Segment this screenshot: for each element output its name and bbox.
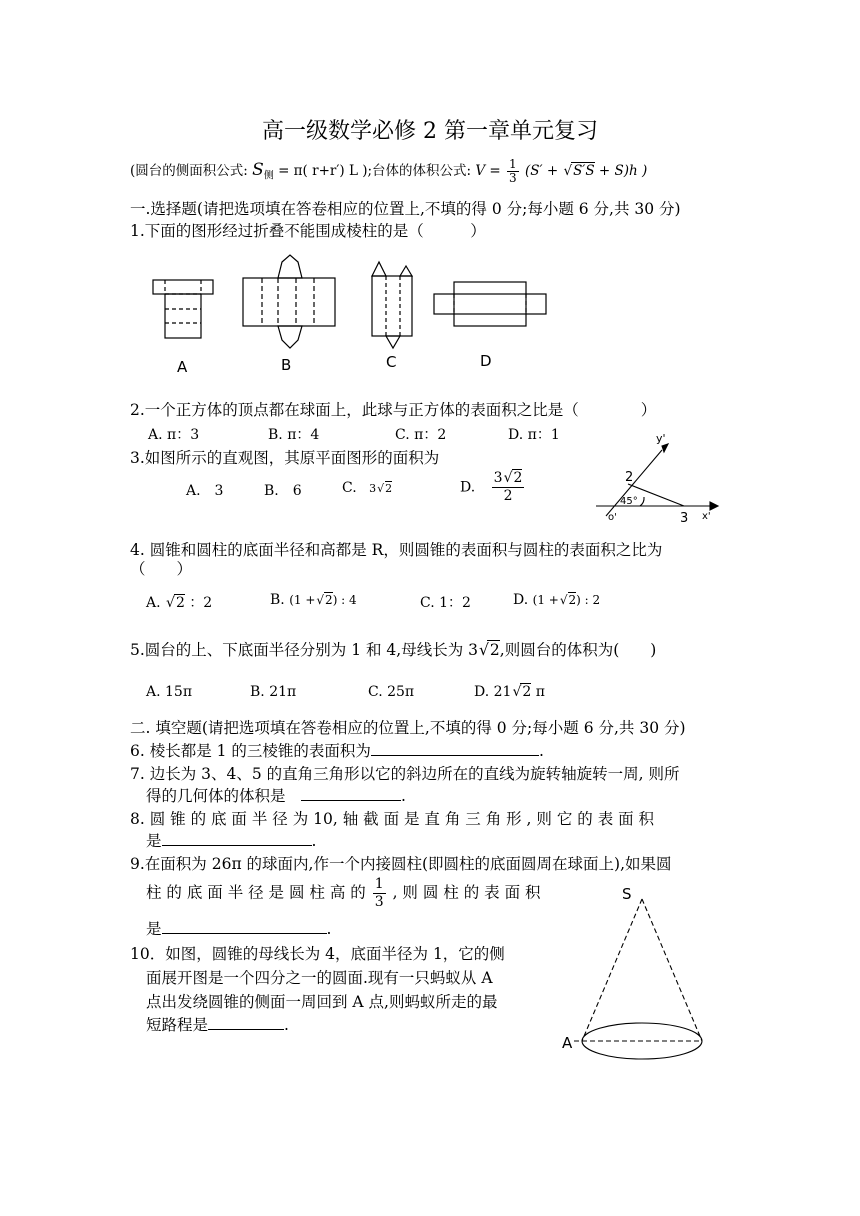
cone-base-label: A — [562, 1034, 573, 1052]
q6-label: 6. 棱长都是 1 的三棱锥的表面积为 — [130, 742, 371, 760]
formula-open: (圆台的侧面积公式: — [130, 163, 248, 179]
q5-option-a: A. 15π — [146, 684, 193, 700]
q9-line3 — [146, 917, 331, 939]
q2-text: 2.一个正方体的顶点都在球面上，此球与正方体的表面积之比是（ ） — [130, 401, 657, 419]
q1-text: 1.下面的图形经过折叠不能围成棱柱的是（ ） — [130, 222, 486, 240]
q9-line1: 9.在面积为 26π 的球面内,作一个内接圆柱(即圆柱的底面圆周在球面上),如果圆 — [130, 855, 672, 873]
q3-option-c — [342, 480, 392, 496]
q6-blank[interactable] — [371, 741, 539, 756]
q3-fig-x-label: x' — [702, 511, 711, 522]
q1-label-d: D — [480, 352, 492, 370]
q9-frac-den: 3 — [374, 894, 384, 910]
q5-option-d — [474, 684, 545, 700]
q5-text-b: ,则圆台的体积为( ) — [499, 641, 657, 659]
q3-option-c-label: C. — [342, 480, 357, 496]
q3-fig-three: 3 — [680, 511, 689, 525]
q3-option-b: B. 6 — [264, 483, 302, 499]
q3-option-d-frac — [492, 470, 525, 505]
q4-b-a: (1 + — [289, 593, 316, 607]
q7-label: 得的几何体的体积是 — [146, 787, 286, 805]
q1-label-b: B — [281, 356, 292, 372]
q9-frac-num: 1 — [374, 876, 384, 892]
q1-nets-figure — [150, 252, 580, 372]
formula-fraction — [507, 158, 519, 185]
q6-end: . — [538, 742, 544, 760]
net-a — [153, 280, 213, 338]
section2-heading: 二. 填空题(请把选项填在答卷相应的位置上,不填的得 0 分;每小题 6 分,共 30 分) — [130, 719, 686, 737]
q4-a-label: A. — [146, 595, 161, 611]
q10-line2: 面展开图是一个四分之一的圆面.现有一只蚂蚁从 A — [146, 969, 493, 987]
q7-line2 — [146, 784, 406, 806]
q10-line4 — [146, 1013, 289, 1035]
q5-sqrt: √ 2 — [487, 640, 500, 659]
q5-text — [130, 638, 656, 660]
q9-end: . — [326, 920, 332, 938]
q8-label: 是 — [146, 832, 162, 850]
q3-fig-two: 2 — [625, 470, 634, 485]
q4-text: 4. 圆锥和圆柱的底面半径和高都是 R，则圆锥的表面积与圆柱的表面积之比为 — [130, 541, 663, 559]
formula-vol-b: + S)h ) — [598, 163, 648, 179]
q3-text: 3.如图所示的直观图，其原平面图形的面积为 — [130, 449, 440, 467]
q9-fraction — [373, 876, 386, 911]
formula-sqrt: √ S′S — [571, 162, 594, 179]
net-d — [434, 282, 546, 326]
q8-line2 — [146, 829, 316, 851]
q5-option-c: C. 25π — [368, 684, 415, 700]
q9-blank[interactable] — [162, 919, 327, 934]
q3-d-coef: 3 — [493, 470, 503, 486]
q3-oblique-figure — [592, 430, 732, 525]
q4-option-b — [270, 592, 357, 608]
cone-apex-label: S — [622, 885, 632, 903]
net-c — [372, 262, 412, 348]
q5-text-a: 5.圆台的上、下底面半径分别为 1 和 4,母线长为 3 — [130, 641, 479, 659]
q5-d-sqrt: √ 2 — [520, 683, 531, 700]
q4-d-sqrt: √ 2 — [568, 592, 576, 607]
q8-blank[interactable] — [162, 831, 312, 846]
q10-line1: 10．如图，圆锥的母线长为 4，底面半径为 1，它的侧 — [130, 945, 505, 963]
q5-option-b: B. 21π — [250, 684, 297, 700]
q4-d-a: (1 + — [532, 593, 559, 607]
q10-end: . — [284, 1016, 289, 1034]
q2-option-c: C. π：2 — [395, 427, 447, 443]
q7-blank[interactable] — [301, 786, 401, 801]
q3-option-c-coef: 3 — [369, 482, 377, 495]
q4-a-rest: ：2 — [189, 595, 213, 611]
q10-blank[interactable] — [208, 1015, 284, 1030]
q2-option-b: B. π：4 — [268, 427, 320, 443]
q4-option-d — [513, 592, 600, 608]
q4-a-sqrt: √ 2 — [174, 594, 185, 611]
formula-vol-a: (S′ + — [524, 163, 559, 179]
q4-text-paren: （ ） — [130, 560, 193, 578]
section1-heading: 一.选择题(请把选项填在答卷相应的位置上,不填的得 0 分;每小题 6 分,共 30 分) — [130, 200, 681, 218]
q8-line1: 8. 圆 锥 的 底 面 半 径 为 10, 轴 截 面 是 直 角 三 角 形 , 则 它 的 表 面 积 — [130, 810, 655, 828]
q3-d-sqrt: √ 2 — [512, 469, 523, 486]
q3-fig-y-label: y' — [656, 432, 666, 445]
q4-option-a — [146, 592, 212, 612]
q10-label: 短路程是 — [146, 1016, 209, 1034]
q4-d-label: D. — [513, 592, 529, 608]
formula-s: S — [252, 160, 264, 180]
frac-num: 1 — [509, 157, 517, 171]
q9-b2: , 则 圆 柱 的 表 面 积 — [392, 883, 541, 902]
net-b — [243, 255, 335, 348]
q5-d-b: π — [535, 684, 545, 700]
q10-line3: 点出发绕圆锥的侧面一周回到 A 点,则蚂蚁所走的最 — [146, 993, 498, 1011]
q5-d-a: D. 21 — [474, 684, 512, 700]
page-title: 高一级数学必修 2 第一章单元复习 — [262, 119, 598, 144]
q9-b1: 柱 的 底 面 半 径 是 圆 柱 高 的 — [146, 883, 366, 902]
q1-label-c: C — [386, 353, 397, 371]
q3-option-d-label: D. — [460, 479, 476, 496]
formula-line — [130, 158, 647, 185]
formula-side-rhs: = π( r+r′) L );台体的体积公式: — [278, 163, 472, 179]
formula-sub: 侧 — [263, 170, 274, 182]
q3-fig-o-label: o' — [608, 512, 617, 523]
q4-b-sqrt: √ 2 — [324, 592, 332, 607]
q1-label-a: A — [177, 358, 188, 372]
q4-b-b: ) : 4 — [332, 593, 357, 607]
q7-end: . — [401, 787, 406, 805]
frac-den: 3 — [509, 171, 517, 185]
q3-d-den: 2 — [503, 488, 513, 504]
cone-figure — [560, 885, 720, 1065]
q7-line1: 7. 边长为 3、4、5 的直角三角形以它的斜边所在的直线为旋转轴旋转一周, 则所 — [130, 765, 680, 783]
q6-text — [130, 739, 544, 761]
q8-end: . — [311, 832, 317, 850]
q3-option-c-sqrt: √ 2 — [385, 481, 392, 495]
formula-v: V = — [475, 163, 501, 179]
q9-line2 — [146, 876, 541, 911]
q4-b-label: B. — [270, 592, 285, 608]
q3-fig-angle: 45° — [620, 496, 638, 507]
q2-option-a: A. π：3 — [148, 427, 200, 443]
q3-option-d — [460, 470, 526, 505]
q2-option-d: D. π：1 — [508, 427, 560, 443]
q4-option-c: C. 1：2 — [420, 595, 471, 611]
q9-label: 是 — [146, 920, 162, 938]
q3-option-a: A. 3 — [186, 483, 224, 499]
q4-d-b: ) : 2 — [576, 593, 601, 607]
